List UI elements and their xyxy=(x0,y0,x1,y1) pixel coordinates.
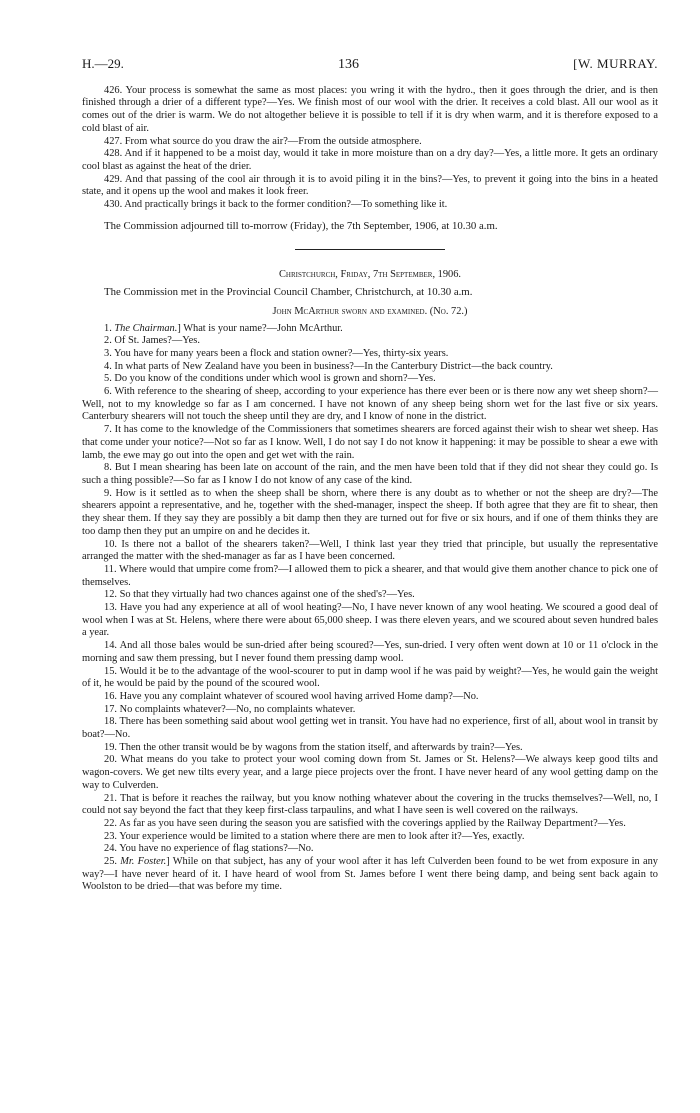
speaker-name: Mr. Foster. xyxy=(120,856,167,868)
question-paragraph: 22. As far as you have seen during the season you are satisfied with the coverings applied by the Railway Department?—Yes. xyxy=(104,817,626,829)
session-location-date: Christchurch, Friday, 7th September, 1906. xyxy=(278,269,462,281)
question-paragraph: 8. But I mean shearing has been late on account of the rain, and the men have been told that if they did not shear they could go. Is such a thing possible?—So far as I know I do not know of any case of the kind. xyxy=(82,462,658,486)
question-paragraph: 17. No complaints whatever?—No, no complaints whatever. xyxy=(104,703,356,715)
previous-testimony xyxy=(82,85,658,212)
question-paragraph: 9. How is it settled as to when the sheep shall be shorn, where there is any doubt as to whether or not the sheep are dry?—The shearers appoint a representative, and he, together with the shed-manager, inspect the sheep. If both agree that they are fit to shear, then they shear them. If they say they are possibly a bit damp then they are turned out for five or six hours, and if one of them thinks they are too damp then they put an umpire on and he decides it. xyxy=(82,487,658,537)
question-paragraph: 429. And that passing of the cool air through it is to avoid piling it in the bins?—Yes, to prevent it going into the bins in a heated state, and it opens up the wool and makes it look freer. xyxy=(82,173,658,198)
question-paragraph: 20. What means do you take to protect your wool coming down from St. James or St. Helens?—We always keep good tilts and wagon-covers. We get new tilts every year, and a large piece projects over the front. I have never heard of any wool getting damp on the way to Culverden. xyxy=(82,754,658,791)
question-text: ] What is your name?—John McArthur. xyxy=(177,322,343,334)
page-number: 136 xyxy=(338,57,360,72)
question-paragraph: 3. You have for many years been a flock and station owner?—Yes, thirty-six years. xyxy=(104,347,449,359)
witness-header: [W. MURRAY. xyxy=(573,56,658,71)
question-paragraph xyxy=(82,856,658,894)
question-number: 25. xyxy=(104,856,121,868)
question-paragraph: 6. With reference to the shearing of sheep, according to your experience has there ever been or is there now any wet sheep shorn?—Well, not to my knowledge so far as I am concerned. I have not known of any sheep being shorn wet for the last five or six years. Canterbury shearers will not touch the sheep until they are dry, and I know of none in the district. xyxy=(82,386,658,423)
question-paragraph: 13. Have you had any experience at all of wool heating?—No, I have never known of any wool heating. We scoured a good deal of wool when I was at St. Helens, where there were about 65,000 sheep. I was there eleven years, and we scoured about seven hundred bales a year. xyxy=(82,602,658,639)
question-paragraph: 15. Would it be to the advantage of the wool-scourer to put in damp wool if he was paid by weight?—Yes, he would gain the weight of it, he would be paid by the pound of the scoured wool. xyxy=(82,665,658,690)
question-paragraph: 16. Have you any complaint whatever of scoured wool having arrived Home damp?—No. xyxy=(104,690,479,702)
question-paragraph: 428. And if it happened to be a moist day, would it take in more moisture than on a dry day?—Yes, a little more. It gets an ordinary cool blast as against the heat of the drier. xyxy=(82,148,658,172)
page-header xyxy=(82,58,658,72)
question-paragraph: 11. Where would that umpire come from?—I allowed them to pick a shearer, and that would give them another chance to pick one of themselves. xyxy=(82,563,658,588)
question-paragraph: 19. Then the other transit would be by wagons from the station itself, and afterwards by train?—Yes. xyxy=(104,741,523,753)
question-paragraph: 427. From what source do you draw the air?—From the outside atmosphere. xyxy=(104,135,422,147)
question-paragraph: 4. In what parts of New Zealand have you been in business?—In the Canterbury District—the back country. xyxy=(104,360,553,372)
question-paragraph: 426. Your process is somewhat the same as most places: you wring it with the hydro., then it goes through the drier, and is then finished through a drier of a different type?—Yes. We finish most of our wool with the drier. It receives a cold blast. All our wool as it comes out of the drier is warm. We do not altogether believe it is possible to tell if it is dry when warm, and it is therefore exposed to a cold blast of air. xyxy=(82,84,658,134)
witness-heading: John McArthur sworn and examined. (No. 72.) xyxy=(272,305,468,317)
question-paragraph: 1. The Chairman.] What is your name?—John McArthur. xyxy=(104,322,343,334)
question-paragraph: 14. And all those bales would be sun-dried after being scoured?—Yes, sun-dried. I very often went down at 10 or 11 o'clock in the morning and saw them pressing, but I never found them pressing damp wool. xyxy=(82,640,658,664)
question-paragraph: 10. Is there not a ballot of the shearers taken?—Well, I think last year they tried that principle, but usually the representative arranged the matter with the shed-manager as far as I have been concerned. xyxy=(82,538,658,563)
question-paragraph: 23. Your experience would be limited to a station where there are men to look after it?—Yes, exactly. xyxy=(104,830,525,842)
question-paragraph: 18. There has been something said about wool getting wet in transit. You have had no experience, first of all, about wool in transit by boat?—No. xyxy=(82,716,658,741)
question-text: ] While on that subject, has any of your wool after it has left Culverden been found to be wet from exposure in any way?—I have never heard of it. I have heard of wool from St. James before I went there being damp, and being sent back again to Woolston to be dried—that was before my time. xyxy=(82,856,658,893)
question-paragraph: 7. It has come to the knowledge of the Commissioners that sometimes shearers are forced against their wish to shear wet sheep. Has that come under your notice?—Not so far as I know. Well, I do not say I do not know it happening: it may be possible to shear a ewe with lamb, the ewe may go out into the open and get wet with the rain. xyxy=(82,424,658,461)
question-paragraph: 5. Do you know of the conditions under which wool is grown and shorn?—Yes. xyxy=(104,373,436,385)
question-paragraph: 12. So that they virtually had two chances against one of the shed's?—Yes. xyxy=(104,589,415,601)
report-code: H.—29. xyxy=(82,56,124,71)
testimony xyxy=(82,323,658,895)
question-paragraph: 430. And practically brings it back to the former condition?—To something like it. xyxy=(104,199,448,211)
question-paragraph: 2. Of St. James?—Yes. xyxy=(104,335,200,347)
adjournment-note: The Commission adjourned till to-morrow (Friday), the 7th September, 1906, at 10.30 a.m. xyxy=(104,219,498,232)
question-paragraph: 21. That is before it reaches the railway, but you know nothing whatever about the covering in the trucks themselves?—Well, no, I could not say beyond the fact that they keep first-class tarpaulins, and what I have seen is well covered on the railways. xyxy=(82,792,658,817)
speaker-name: The Chairman. xyxy=(114,322,178,334)
question-paragraph: 24. You have no experience of flag stations?—No. xyxy=(104,843,314,855)
section-divider xyxy=(295,249,445,250)
session-opening: The Commission met in the Provincial Council Chamber, Christchurch, at 10.30 a.m. xyxy=(104,286,473,299)
